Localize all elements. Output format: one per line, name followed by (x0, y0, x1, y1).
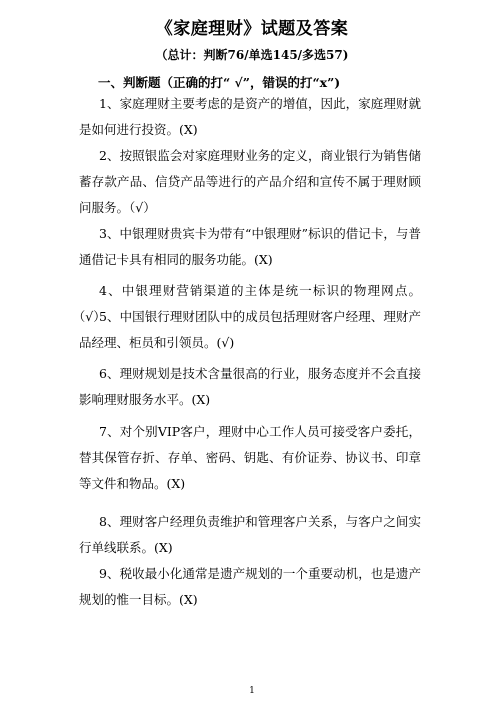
question-text: 6、理财规划是技术含量很高的行业，服务态度并不会直接影响理财服务水平。 (79, 366, 421, 407)
question-answer: (X) (179, 122, 198, 137)
question-item (79, 509, 421, 561)
question-text: 9、税收最小化通常是遗产规划的一个重要动机，也是遗产规划的惟一目标。 (79, 566, 421, 607)
question-item (79, 221, 421, 273)
question-text: 3、中银理财贵宾卡为带有“中银理财”标识的借记卡，与普通借记卡具有相同的服务功能。 (79, 226, 421, 267)
question-answer: (√) (216, 335, 235, 350)
question-item (79, 143, 421, 221)
document-subtitle: （总计：判断76/单选145/多选57) (155, 48, 349, 62)
question-text: 8、理财客户经理负责维护和管理客户关系，与客户之间实行单线联系。 (79, 514, 421, 555)
question-answer: (X) (191, 392, 211, 407)
question-item (79, 561, 421, 613)
question-item (79, 419, 421, 497)
question-answer: （√） (79, 309, 106, 324)
question-answer: (X) (254, 252, 273, 267)
question-text: 2、按照银监会对家庭理财业务的定义，商业银行为销售储蓄存款产品、信贷产品等进行的产品介绍和宣传不属于理财顾问服务。 (79, 148, 421, 215)
question-text: 4、中银理财营销渠道的主体是统一标识的物理网点。 (99, 283, 421, 298)
question-answer: (X) (166, 476, 186, 491)
question-item (79, 304, 421, 356)
question-item (79, 361, 421, 413)
question-answer: （√） (129, 200, 156, 215)
document-title: 《家庭理财》试题及答案 (155, 19, 349, 39)
section-heading: 一、判断题（正确的打“ √”，错误的打“x”) (98, 75, 341, 90)
question-answer: (X) (179, 592, 198, 607)
question-answer: (X) (154, 540, 173, 555)
question-item (79, 91, 421, 143)
page-number: 1 (249, 686, 255, 696)
question-text: 7、对个别VIP客户，理财中心工作人员可接受客户委托，替其保管存折、存单、密码、钥匙、有价证券、协议书、印章等文件和物品。 (79, 424, 421, 491)
question-text: 1、家庭理财主要考虑的是资产的增值，因此，家庭理财就是如何进行投资。 (79, 96, 421, 137)
question-text: 5、中国银行理财团队中的成员包括理财客户经理、理财产品经理、柜员和引领员。 (79, 309, 421, 350)
